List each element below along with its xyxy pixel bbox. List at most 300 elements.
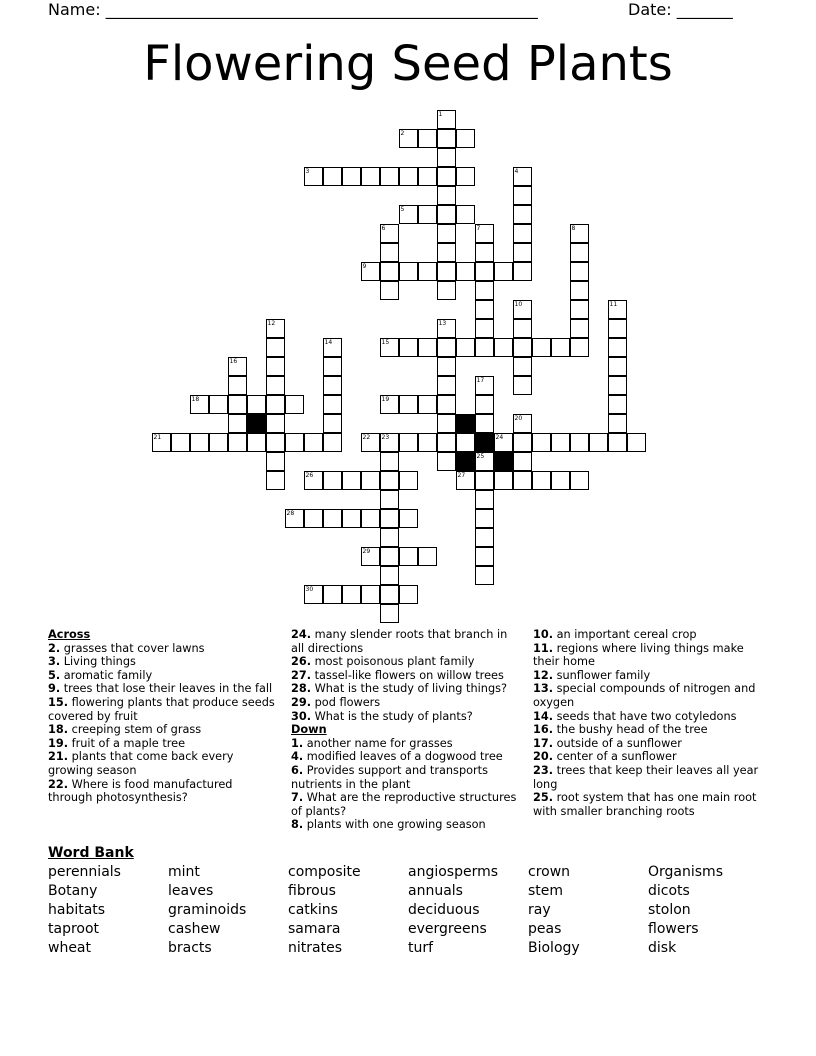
clue-item [48,669,280,683]
clue-number-label: 12 [267,319,276,327]
crossword-cell[interactable] [437,243,456,262]
clue-text: center of a sunflower [553,750,677,764]
clue-number-label: 16 [229,357,238,365]
crossword-cell[interactable] [323,471,342,490]
crossword-cell[interactable] [285,509,304,528]
clue-text: What is the study of living things? [311,682,507,696]
crossword-cell[interactable] [266,376,285,395]
clue-item [48,778,280,805]
clue-number-label: 30 [305,585,314,593]
clue-number: 18. [48,723,69,737]
crossword-cell[interactable] [437,167,456,186]
date-line: _______ [676,0,733,19]
crossword-cell[interactable] [475,566,494,585]
crossword-cell[interactable] [342,167,361,186]
crossword-cell[interactable] [361,585,380,604]
crossword-cell[interactable] [380,490,399,509]
crossword-cell[interactable] [418,547,437,566]
word-bank-word: habitats [48,902,106,918]
crossword-cell[interactable] [551,471,570,490]
crossword-cell[interactable] [513,376,532,395]
crossword-cell[interactable] [380,452,399,471]
clue-number-label: 7 [476,224,481,232]
crossword-cell[interactable] [475,281,494,300]
crossword-cell[interactable] [323,167,342,186]
crossword-cell[interactable] [285,395,304,414]
word-bank-word: annuals [408,883,463,899]
word-bank-word: cashew [168,921,221,937]
clue-text: another name for grasses [303,736,453,750]
crossword-cell[interactable] [437,186,456,205]
crossword-cell[interactable] [266,319,285,338]
crossword-cell[interactable] [475,319,494,338]
crossword-cell[interactable] [399,509,418,528]
word-bank-word: perennials [48,864,121,880]
crossword-cell[interactable] [513,433,532,452]
clue-text: sunflower family [553,668,651,682]
crossword-cell[interactable] [380,167,399,186]
clue-text: plants with one growing season [303,818,486,832]
crossword-cell[interactable] [475,528,494,547]
crossword-cell[interactable] [513,357,532,376]
clue-item [291,628,521,655]
word-bank-word: angiosperms [408,864,499,880]
crossword-cell[interactable] [532,433,551,452]
crossword-cell[interactable] [266,357,285,376]
crossword-cell[interactable] [361,167,380,186]
clue-number-label: 29 [362,547,371,555]
word-bank-word: fibrous [288,883,336,899]
clues-column-3 [533,628,768,818]
clue-text: Living things [60,655,136,669]
clue-number: 8. [291,818,304,832]
clue-item [291,682,521,696]
clue-number: 4. [291,750,304,764]
crossword-cell[interactable] [418,167,437,186]
crossword-cell[interactable] [380,224,399,243]
word-bank-column [168,863,246,958]
crossword-cell[interactable] [608,338,627,357]
crossword-cell[interactable] [266,433,285,452]
crossword-cell[interactable] [437,338,456,357]
crossword-cell[interactable] [380,395,399,414]
clue-number-label: 18 [191,395,200,403]
clue-number-label: 26 [305,471,314,479]
crossword-cell[interactable] [399,395,418,414]
clue-item [48,737,280,751]
crossword-cell[interactable] [551,338,570,357]
clue-text: aromatic family [60,668,153,682]
crossword-cell[interactable] [570,433,589,452]
clue-number-label: 24 [495,433,504,441]
clue-text: flowering plants that produce seeds covered by fruit [48,695,275,723]
crossword-cell[interactable] [323,433,342,452]
crossword-cell[interactable] [304,585,323,604]
word-bank-column [48,863,121,958]
clue-item [533,642,768,669]
clue-number-label: 21 [153,433,162,441]
word-bank-word: Biology [528,940,580,956]
crossword-cell[interactable] [456,338,475,357]
crossword-cell[interactable] [418,338,437,357]
crossword-cell[interactable] [380,433,399,452]
clue-text: What are the reproductive structures of plants? [291,791,517,818]
crossword-cell[interactable] [608,319,627,338]
crossword-cell[interactable] [494,262,513,281]
crossword-cell[interactable] [380,262,399,281]
clue-text: grasses that cover lawns [60,641,205,655]
crossword-cell[interactable] [380,566,399,585]
crossword-cell[interactable] [475,338,494,357]
crossword-cell[interactable] [494,433,513,452]
crossword-cell[interactable] [228,395,247,414]
crossword-cell[interactable] [513,262,532,281]
word-bank-word: crown [528,864,571,880]
across-heading: Across [48,628,91,641]
crossword-cell[interactable] [418,129,437,148]
clue-number: 16. [533,723,554,737]
crossword-cell[interactable] [209,395,228,414]
crossword-cell[interactable] [475,300,494,319]
crossword-cell[interactable] [475,547,494,566]
clue-number-label: 19 [381,395,390,403]
crossword-cell[interactable] [437,148,456,167]
crossword-cell[interactable] [437,319,456,338]
crossword-cell[interactable] [475,262,494,281]
down-heading: Down [291,723,327,737]
crossword-cell[interactable] [494,338,513,357]
crossword-cell[interactable] [475,224,494,243]
word-bank-word: deciduous [408,902,480,918]
clue-number-label: 25 [476,452,485,460]
crossword-cell[interactable] [494,471,513,490]
clue-number-label: 8 [571,224,576,232]
crossword-cell[interactable] [323,376,342,395]
crossword-cell[interactable] [456,262,475,281]
crossword-cell[interactable] [380,604,399,623]
clue-item [291,696,521,710]
clue-text: pod flowers [311,695,381,709]
word-bank-word: Organisms [648,864,723,880]
crossword-cell[interactable] [228,376,247,395]
crossword-cell[interactable] [342,509,361,528]
crossword-cell[interactable] [361,547,380,566]
crossword-cell[interactable] [266,338,285,357]
crossword-cell[interactable] [437,414,456,433]
clue-number-label: 22 [362,433,371,441]
clue-item [291,710,521,724]
word-bank-column [648,863,723,958]
crossword-black-cell [456,452,475,471]
clue-item [291,737,521,751]
crossword-cell[interactable] [380,509,399,528]
clue-text: Where is food manufactured through photosynthesis? [48,777,233,805]
crossword-cell[interactable] [342,471,361,490]
crossword-cell[interactable] [247,395,266,414]
crossword-cell[interactable] [399,167,418,186]
clue-number: 5. [48,668,61,682]
clue-number: 1. [291,736,304,750]
crossword-cell[interactable] [380,243,399,262]
clue-item [291,764,521,791]
clue-number: 17. [533,736,554,750]
clue-number: 13. [533,682,554,696]
crossword-cell[interactable] [570,224,589,243]
crossword-cell[interactable] [475,414,494,433]
clue-number-label: 4 [514,167,519,175]
crossword-cell[interactable] [323,338,342,357]
crossword-cell[interactable] [437,395,456,414]
clue-text: Provides support and transports nutrients in the plant [291,763,488,791]
crossword-cell[interactable] [608,376,627,395]
crossword-cell[interactable] [323,585,342,604]
crossword-cell[interactable] [589,433,608,452]
clue-item [48,682,280,696]
word-bank-word: mint [168,864,200,880]
crossword-cell[interactable] [513,414,532,433]
crossword-cell[interactable] [380,585,399,604]
word-bank-column [288,863,361,958]
clue-number-label: 2 [400,129,405,137]
crossword-cell[interactable] [475,471,494,490]
crossword-cell[interactable] [437,224,456,243]
crossword-cell[interactable] [513,300,532,319]
crossword-cell[interactable] [513,452,532,471]
clue-number: 21. [48,750,69,764]
crossword-cell[interactable] [570,338,589,357]
crossword-cell[interactable] [570,319,589,338]
clue-number: 20. [533,750,554,764]
crossword-cell[interactable] [418,395,437,414]
crossword-cell[interactable] [475,243,494,262]
word-bank-word: dicots [648,883,690,899]
crossword-cell[interactable] [304,471,323,490]
clue-number-label: 20 [514,414,523,422]
word-bank-word: nitrates [288,940,342,956]
crossword-cell[interactable] [475,509,494,528]
clue-item [291,791,521,818]
crossword-cell[interactable] [513,186,532,205]
crossword-cell[interactable] [399,338,418,357]
crossword-cell[interactable] [570,262,589,281]
name-line: ______________________________________________________ [105,0,538,19]
crossword-cell[interactable] [361,433,380,452]
clue-text: What is the study of plants? [311,709,473,723]
clue-text: tassel-like flowers on willow trees [311,668,504,682]
clue-number-label: 1 [438,110,443,118]
clues-column-2 [291,628,521,832]
clue-item [291,750,521,764]
crossword-cell[interactable] [266,471,285,490]
clue-text: plants that come back every growing season [48,750,234,777]
crossword-cell[interactable] [532,338,551,357]
crossword-cell[interactable] [608,300,627,319]
crossword-cell[interactable] [627,433,646,452]
crossword-cell[interactable] [513,471,532,490]
crossword-cell[interactable] [304,509,323,528]
crossword-cell[interactable] [380,338,399,357]
clue-number: 12. [533,668,554,682]
crossword-cell[interactable] [380,281,399,300]
word-bank-title: Word Bank [48,845,134,861]
clue-number-label: 11 [609,300,618,308]
crossword-cell[interactable] [380,547,399,566]
crossword-cell[interactable] [418,262,437,281]
word-bank-word: ray [528,902,551,918]
crossword-cell[interactable] [266,452,285,471]
crossword-cell[interactable] [304,167,323,186]
crossword-cell[interactable] [475,490,494,509]
crossword-cell[interactable] [475,395,494,414]
crossword-black-cell [247,414,266,433]
word-bank-word: leaves [168,883,214,899]
crossword-cell[interactable] [228,433,247,452]
crossword-cell[interactable] [513,224,532,243]
crossword-cell[interactable] [399,129,418,148]
word-bank-column [528,863,580,958]
crossword-cell[interactable] [513,205,532,224]
crossword-cell[interactable] [399,547,418,566]
crossword-cell[interactable] [437,452,456,471]
crossword-cell[interactable] [608,395,627,414]
crossword-cell[interactable] [190,433,209,452]
crossword-black-cell [475,433,494,452]
crossword-cell[interactable] [209,433,228,452]
crossword-cell[interactable] [266,395,285,414]
crossword-cell[interactable] [570,243,589,262]
crossword-cell[interactable] [513,338,532,357]
crossword-cell[interactable] [171,433,190,452]
clue-number: 30. [291,709,312,723]
crossword-cell[interactable] [608,414,627,433]
crossword-cell[interactable] [361,509,380,528]
clue-number: 26. [291,655,312,669]
crossword-cell[interactable] [228,414,247,433]
crossword-cell[interactable] [342,585,361,604]
crossword-cell[interactable] [456,167,475,186]
clue-number: 25. [533,791,554,805]
crossword-cell[interactable] [380,528,399,547]
clue-item [533,737,768,751]
crossword-cell[interactable] [418,205,437,224]
crossword-cell[interactable] [323,414,342,433]
clue-number-label: 3 [305,167,310,175]
crossword-cell[interactable] [475,376,494,395]
clue-number-label: 14 [324,338,333,346]
date-label: Date: [628,0,672,19]
clue-number-label: 9 [362,262,367,270]
crossword-cell[interactable] [418,433,437,452]
clue-text: an important cereal crop [553,628,697,641]
clue-item [48,642,280,656]
name-label: Name: [48,0,101,19]
word-bank-word: turf [408,940,434,956]
crossword-cell[interactable] [304,433,323,452]
crossword-cell[interactable] [570,471,589,490]
crossword-cell[interactable] [570,281,589,300]
word-bank-column [408,863,498,958]
crossword-cell[interactable] [399,205,418,224]
clue-number: 29. [291,695,312,709]
crossword-cell[interactable] [437,357,456,376]
crossword-cell[interactable] [437,281,456,300]
clue-text: fruit of a maple tree [68,736,186,750]
crossword-cell[interactable] [247,433,266,452]
crossword-cell[interactable] [608,357,627,376]
clue-item [533,710,768,724]
clue-number-label: 6 [381,224,386,232]
clue-number-label: 28 [286,509,295,517]
crossword-cell[interactable] [437,129,456,148]
crossword-cell[interactable] [475,452,494,471]
crossword-cell[interactable] [551,433,570,452]
clue-text: creeping stem of grass [68,723,202,737]
clue-number: 14. [533,709,554,723]
clue-number: 22. [48,777,69,791]
crossword-cell[interactable] [513,167,532,186]
crossword-cell[interactable] [513,319,532,338]
crossword-cell[interactable] [456,471,475,490]
clue-text: most poisonous plant family [311,655,475,669]
crossword-cell[interactable] [285,433,304,452]
clue-number-label: 5 [400,205,405,213]
crossword-cell[interactable] [608,433,627,452]
crossword-cell[interactable] [399,471,418,490]
crossword-cell[interactable] [513,243,532,262]
word-bank-word: samara [288,921,341,937]
clue-number-label: 13 [438,319,447,327]
clue-item [533,723,768,737]
crossword-cell[interactable] [152,433,171,452]
crossword-cell[interactable] [437,376,456,395]
clue-item [48,655,280,669]
clue-item [48,723,280,737]
crossword-cell[interactable] [437,433,456,452]
crossword-cell[interactable] [456,205,475,224]
crossword-cell[interactable] [361,471,380,490]
crossword-cell[interactable] [323,357,342,376]
clue-number: 15. [48,695,69,709]
crossword-cell[interactable] [456,129,475,148]
crossword-cell[interactable] [437,110,456,129]
word-bank-word: peas [528,921,562,937]
crossword-black-cell [456,414,475,433]
crossword-cell[interactable] [437,205,456,224]
clue-text: modified leaves of a dogwood tree [303,750,503,764]
crossword-cell[interactable] [399,433,418,452]
clue-number: 27. [291,668,312,682]
crossword-cell[interactable] [532,471,551,490]
clue-number: 6. [291,763,304,777]
crossword-cell[interactable] [323,509,342,528]
crossword-cell[interactable] [266,414,285,433]
crossword-cell[interactable] [399,262,418,281]
crossword-cell[interactable] [456,433,475,452]
crossword-cell[interactable] [399,585,418,604]
word-bank-word: taproot [48,921,100,937]
clue-text: the bushy head of the tree [553,723,708,737]
clue-item [533,791,768,818]
crossword-cell[interactable] [190,395,209,414]
crossword-cell[interactable] [380,471,399,490]
crossword-cell[interactable] [323,395,342,414]
word-bank-word: catkins [288,902,338,918]
crossword-cell[interactable] [228,357,247,376]
crossword-cell[interactable] [361,262,380,281]
crossword-cell[interactable] [437,262,456,281]
crossword-cell[interactable] [570,300,589,319]
clue-text: outside of a sunflower [553,736,682,750]
